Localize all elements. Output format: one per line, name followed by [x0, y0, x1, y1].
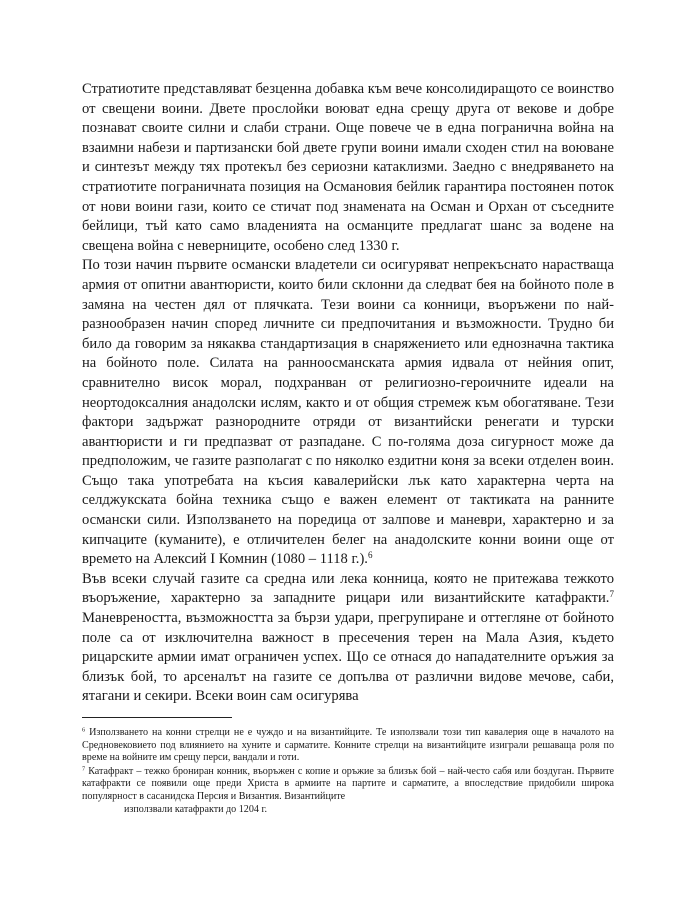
- footnote-ref-7[interactable]: 7: [609, 589, 614, 600]
- footnote-ref-6[interactable]: 6: [367, 550, 373, 561]
- paragraph-2: По този начин първите османски владетели си осигуряват непрекъснато нарастваща армия от опитни авантюристи, които били склонни да следват бея на бойното поле в замяна на честен дял от плячката. Тези воини са конници, въоръжени по най-разнообразен начин според личните си предпочитания и възможности. Трудно би било да говорим за някаква стандартизация в снаряжението или еднозначна тактика на бойното поле. Силата на ранноосманската армия идвала от нейния опит, сравнително висок морал, подхранван от религиозно-героичните идеали на неортодоксалния анадолски ислям, както и от общия стремеж към обогатяване. Тези фактори задържат разнородните отряди от византийски ренегати и турски авантюристи и ги предпазват от разпадане. С по-голяма доза сигурност може да предположим, че газите разполагат с по няколко ездитни коня за всеки отделен воин. Също така употребата на късия кавалерийски лък като характерна черта на селджукската бойна техника също е важен елемент от тактиката на ранните османски сили. Използването на поредица от залпове и маневри, характерно и за кипчаците (куманите), е отличителен белег на анадолските конни воини още от времето на Алексий I Комнин (1080 – 1118 г.).$^6$: [82, 257, 614, 568]
- body-text: [82, 80, 614, 707]
- footnote-text: Катафракт – тежко брониран конник, въоръжен с копие и оръжие за близък бой – най-често сабя или боздуган. Първите катафракти се появили още преди Христа в армиите на партите и сарматите, а впоследствие придобили широка популярност в сасанидска Персия и Византия. Византийците: [82, 765, 614, 802]
- paragraph-1: Стратиотите представляват безценна добавка към вече консолидиращото се воинство от свещени воини. Двете прослойки воюват една срещу друга от векове и добре познават своите силни и слаби страни. Още повече че в една погранична война на взаимни набези и партизански бой двете групи воини имали сходен стил на воюване и синтезът между тях протекъл без сериозни катаклизми. Заедно с внедряването на стратиотите пограничната позиция на Османовия бейлик гарантира постоянен поток от нови воини гази, които се стичат под знамената на Осман и Орхан от съседните бейлици, тъй като само владенията на османците предлагат шанс за водене на свещена война с неверниците, особено след 1330 г.: [82, 81, 614, 254]
- footnote-number: 7: [82, 765, 86, 773]
- footnote-number: 6: [82, 726, 86, 734]
- paragraph-3: Във всеки случай газите са средна или лека конница, която не притежава тежкото въоръжение, характерно за западните рицари или византийските катафракти.$^7$ Маневреността, възможността за бързи удари, прегрупиране и оттегляне от бойното поле са от изключителна важност в пресечения терен на Мала Азия, където рицарските армии имат ограничен успех. Що се отнася до нападателните оръжия за близък бой, то арсеналът на газите се допълва от различни видове мечове, саби, ятагани и секири. Всеки воин сам осигурява: [82, 570, 614, 705]
- footnote-text: Използването на конни стрелци не е чуждо и на византийците. Те използвали този тип кавалерия още в началото на Средновековието под влиянието на хуните и сарматите. Конните стрелци на византийците изиграли решаваща роля по време на войните им срещу перси, вандали и готи.: [82, 727, 614, 764]
- footnotes: [82, 727, 614, 817]
- footnote-text-continued: използвали катафракти до 1204 г.: [124, 803, 267, 815]
- footnote-7: [82, 766, 614, 816]
- footnote-6: [82, 727, 614, 765]
- footnote-separator: [82, 717, 232, 718]
